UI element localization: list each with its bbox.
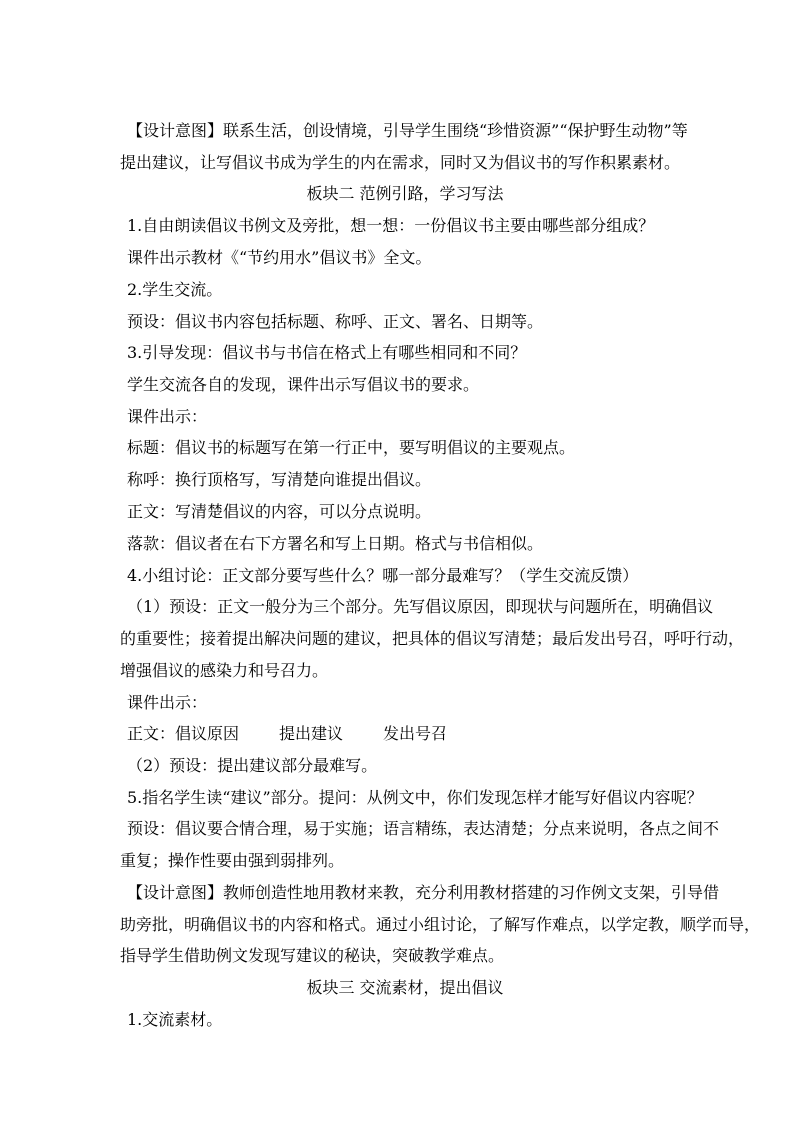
- step-3-text: 3.引导发现：倡议书与书信在格式上有哪些相同和不同？: [127, 343, 527, 362]
- format-signature-text: 落款：倡议者在右下方署名和写上日期。格式与书信相似。: [127, 534, 544, 553]
- design-intent-paragraph-2-line-1: 【设计意图】教师创造性地用教材来教，充分利用教材搭建的习作例文支架，引导借: [127, 883, 720, 902]
- format-title-text: 标题：倡议书的标题写在第一行正中，要写明倡议的主要观点。: [127, 438, 576, 457]
- body-structure-line: [127, 724, 697, 744]
- step-4-preset-1-line-2: 的重要性；接着提出解决问题的建议，把具体的倡议写清楚；最后发出号召，呼吁行动，: [120, 629, 745, 648]
- courseware-label-2: 课件出示：: [127, 693, 208, 712]
- step-1-courseware-text: 课件出示教材《“节约用水”倡议书》全文。: [127, 248, 432, 267]
- step-5-text: 5.指名学生读“建议”部分。提问：从例文中，你们发现怎样才能写好倡议内容呢？: [127, 788, 703, 807]
- step-1-text: 1.自由朗读倡议书例文及旁批，想一想：一份倡议书主要由哪些部分组成？: [127, 216, 655, 235]
- block-3-step-1-text: 1.交流素材。: [127, 1010, 223, 1029]
- body-structure-appeal: 发出号召: [383, 724, 448, 743]
- step-4-preset-1-line-3: 增强倡议的感染力和号召力。: [120, 661, 329, 680]
- design-intent-paragraph-1-line-1: 【设计意图】联系生活，创设情境，引导学生围绕“珍惜资源”“保护野生动物”等: [127, 121, 688, 140]
- step-4-text: 4.小组讨论：正文部分要写些什么？哪一部分最难写？（学生交流反馈）: [127, 566, 639, 585]
- body-structure-suggestion: 提出建议: [279, 724, 344, 743]
- design-intent-paragraph-2-line-3: 指导学生借助例文发现写建议的秘诀，突破教学难点。: [120, 946, 505, 965]
- step-4-preset-1-line-1: （1）预设：正文一般分为三个部分。先写倡议原因，即现状与问题所在，明确倡议: [127, 597, 714, 616]
- step-4-preset-2-text: （2）预设：提出建议部分最难写。: [127, 756, 378, 775]
- courseware-label-1: 课件出示：: [127, 407, 208, 426]
- section-heading-block-three: 板块三 交流素材，提出倡议: [306, 978, 504, 997]
- step-3-exchange-text: 学生交流各自的发现，课件出示写倡议书的要求。: [127, 375, 480, 394]
- format-body-text: 正文：写清楚倡议的内容，可以分点说明。: [127, 502, 432, 521]
- body-structure-reason: 正文：倡议原因: [127, 724, 240, 743]
- step-5-preset-line-2: 重复；操作性要由强到弱排列。: [120, 851, 345, 870]
- design-intent-paragraph-1-line-2: 提出建议，让写倡议书成为学生的内在需求，同时又为倡议书的写作积累素材。: [120, 153, 681, 172]
- format-salutation-text: 称呼：换行顶格写，写清楚向谁提出倡议。: [127, 470, 432, 489]
- step-5-preset-line-1: 预设：倡议要合情合理，易于实施；语言精练，表达清楚；分点来说明，各点之间不: [127, 819, 720, 838]
- step-2-text: 2.学生交流。: [127, 280, 223, 299]
- step-2-preset-text: 预设：倡议书内容包括标题、称呼、正文、署名、日期等。: [127, 312, 544, 331]
- design-intent-paragraph-2-line-2: 助旁批，明确倡议书的内容和格式。通过小组讨论，了解写作难点，以学定教，顺学而导，: [120, 915, 761, 934]
- section-heading-block-two: 板块二 范例引路，学习写法: [306, 184, 504, 203]
